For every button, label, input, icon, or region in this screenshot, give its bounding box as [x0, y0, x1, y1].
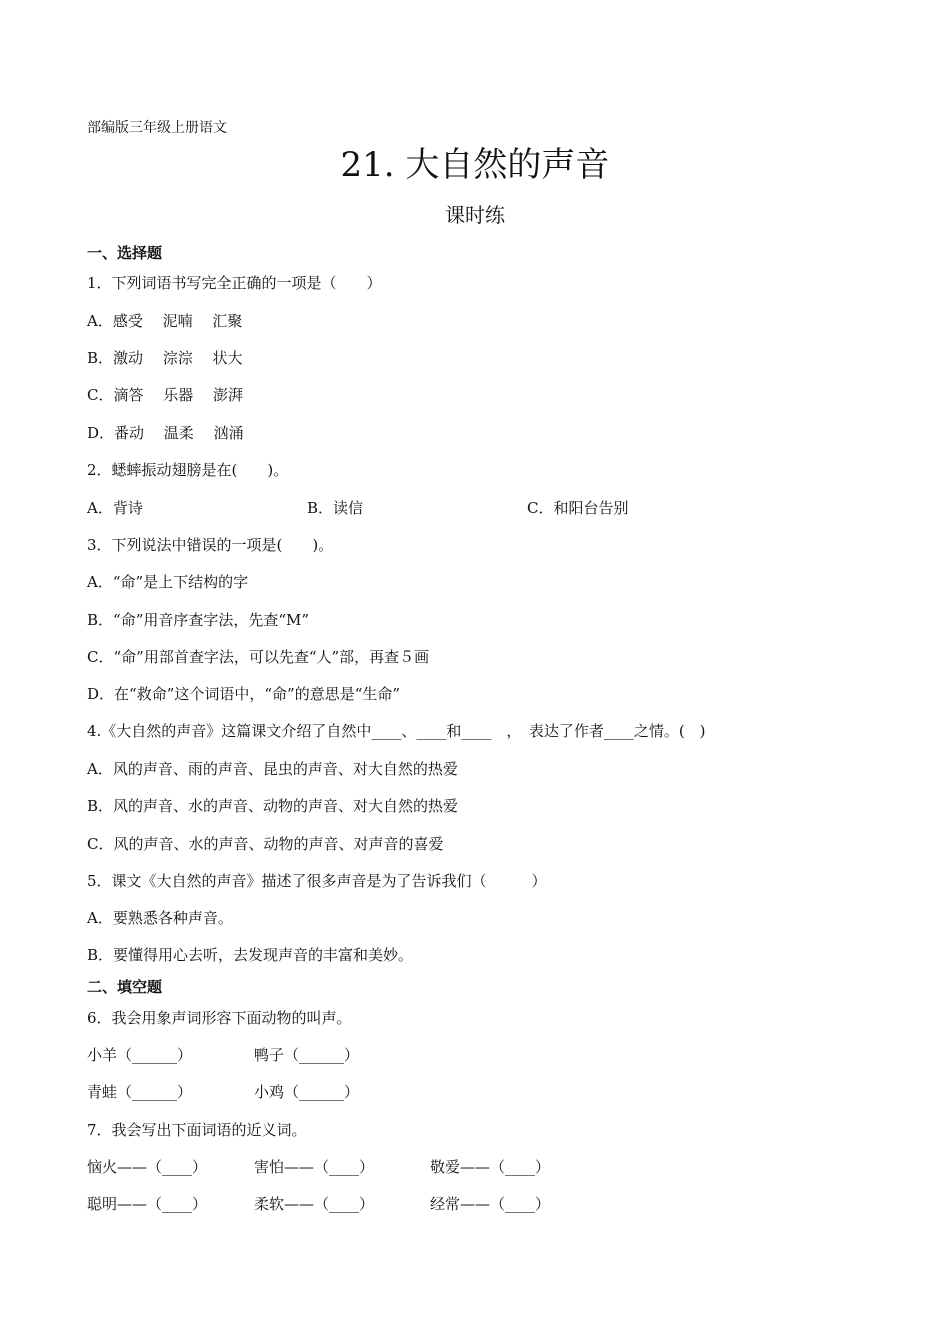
question-4-option-b: B．风的声音、水的声音、动物的声音、对大自然的热爱 [87, 797, 459, 815]
question-6-item-chick: 小鸡（______） [254, 1083, 360, 1101]
question-7-item-4: 聪明——（____） [87, 1195, 208, 1213]
question-7-item-5: 柔软——（____） [254, 1195, 375, 1213]
question-7-item-2: 害怕——（____） [254, 1158, 375, 1176]
question-3-option-d: D．在“救命”这个词语中，“命”的意思是“生命” [87, 685, 401, 703]
question-3-option-c: C．“命”用部首查字法，可以先查“人”部，再查５画 [87, 648, 430, 666]
question-4-option-a: A．风的声音、雨的声音、昆虫的声音、对大自然的热爱 [87, 760, 458, 778]
question-1-option-d: D．番动 温柔 汹涌 [87, 424, 244, 442]
question-2-option-c: C．和阳台告别 [527, 499, 629, 517]
section-heading-choice: 一、选择题 [87, 244, 163, 262]
question-2-option-b: B．读信 [307, 499, 364, 517]
question-2-stem: 2．蟋蟀振动翅膀是在( )。 [87, 461, 289, 479]
question-3-option-a: A．“命”是上下结构的字 [87, 573, 249, 591]
question-3-stem: 3．下列说法中错误的一项是( )。 [87, 536, 334, 554]
question-4-stem: 4.《大自然的声音》这篇课文介绍了自然中____、____和____ ， 表达了作者____之情。( ) [87, 722, 706, 740]
question-1-stem: 1．下列词语书写完全正确的一项是（ ） [87, 274, 382, 292]
question-7-item-3: 敬爱——（____） [430, 1158, 551, 1176]
question-5-option-b: B．要懂得用心去听，去发现声音的丰富和美妙。 [87, 946, 414, 964]
question-6-item-sheep: 小羊（______） [87, 1046, 193, 1064]
question-5-stem: 5．课文《大自然的声音》描述了很多声音是为了告诉我们（ ） [87, 872, 547, 890]
question-6-item-frog: 青蛙（______） [87, 1083, 193, 1101]
question-6-stem: 6．我会用象声词形容下面动物的叫声。 [87, 1009, 352, 1027]
document-header: 部编版三年级上册语文 [87, 120, 227, 136]
question-5-option-a: A．要熟悉各种声音。 [87, 909, 233, 927]
question-7-stem: 7．我会写出下面词语的近义词。 [87, 1121, 307, 1139]
page-subtitle: 课时练 [445, 203, 505, 227]
question-2-option-a: A．背诗 [87, 499, 143, 517]
question-6-item-duck: 鸭子（______） [254, 1046, 360, 1064]
question-4-option-c: C．风的声音、水的声音、动物的声音、对声音的喜爱 [87, 835, 444, 853]
question-1-option-b: B．激动 淙淙 状大 [87, 349, 243, 367]
question-7-item-6: 经常——（____） [430, 1195, 551, 1213]
question-1-option-a: A．感受 泥喃 汇聚 [87, 312, 243, 330]
page-title: 21. 大自然的声音 [340, 145, 610, 185]
question-3-option-b: B．“命”用音序查字法，先查“M” [87, 611, 310, 629]
question-7-item-1: 恼火——（____） [87, 1158, 208, 1176]
section-heading-fill: 二、填空题 [87, 978, 163, 996]
question-1-option-c: C．滴答 乐器 澎湃 [87, 386, 244, 404]
